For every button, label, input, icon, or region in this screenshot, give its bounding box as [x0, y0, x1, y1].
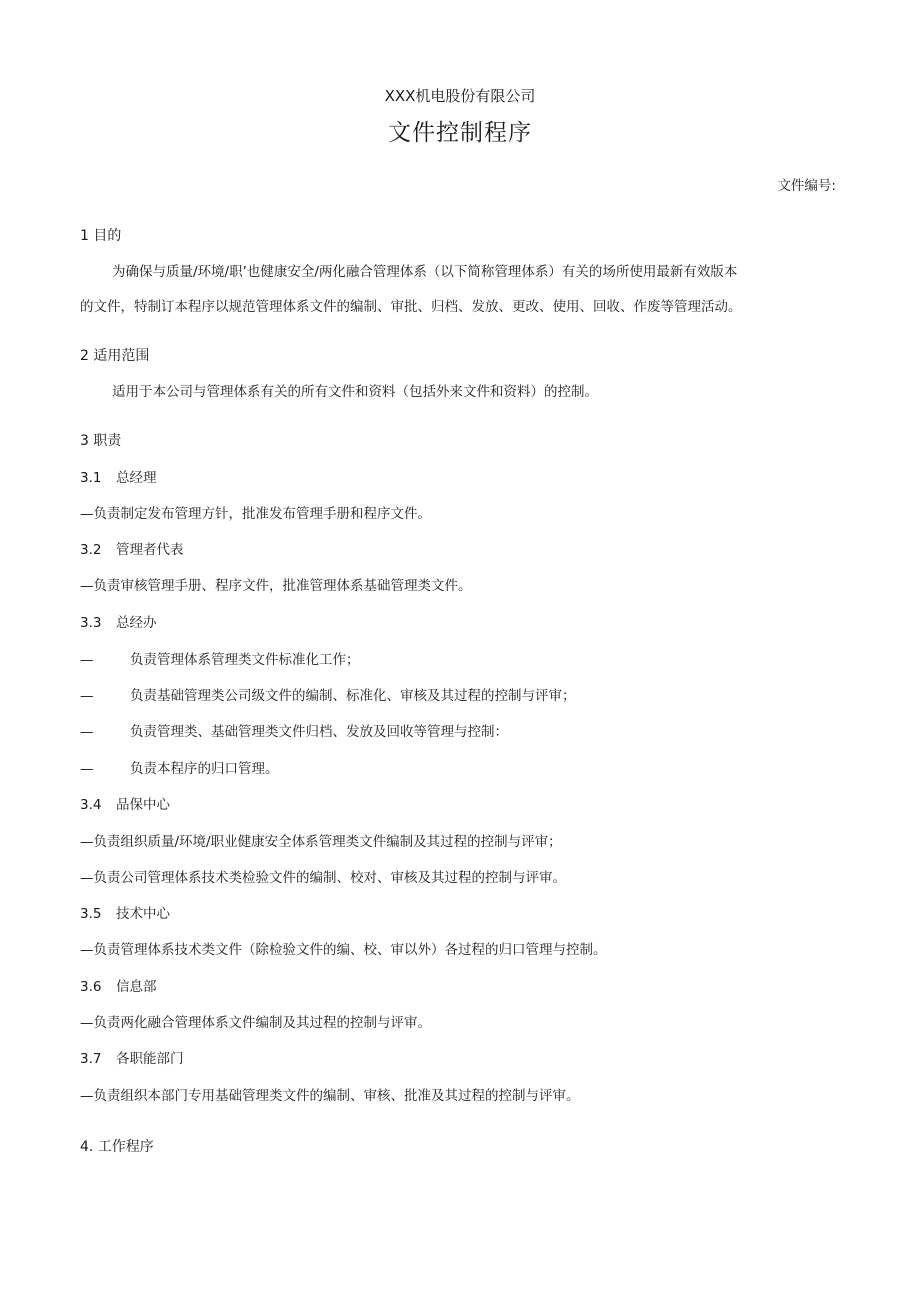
subsection-3-6-item: —负责两化融合管理体系文件编制及其过程的控制与评审。: [80, 1015, 431, 1031]
subsection-3-3-heading: [80, 613, 157, 633]
subsection-3-4-item-2: —负责公司管理体系技术类检验文件的编制、校对、审核及其过程的控制与评审。: [80, 870, 566, 886]
subsection-title: 信息部: [116, 979, 157, 995]
subsection-number: 3.7: [80, 1051, 102, 1067]
subsection-3-1-heading: [80, 468, 157, 488]
subsection-3-2-heading: [80, 540, 184, 560]
subsection-3-2-item: —负责审核管理手册、程序文件，批准管理体系基础管理类文件。: [80, 578, 472, 594]
dash-marker: —: [80, 761, 94, 777]
subsection-3-3-item-4: [80, 759, 279, 779]
section-4-heading: 4. 工作程序: [80, 1139, 154, 1155]
item-text: 负责管理类、基础管理类文件归档、发放及回收等管理与控制：: [130, 724, 508, 740]
document-title: 文件控制程序: [388, 120, 532, 146]
dash-marker: —: [80, 652, 94, 668]
section-3-heading: 3 职责: [80, 433, 122, 449]
subsection-3-3-item-1: [80, 650, 360, 670]
subsection-3-7-heading: [80, 1049, 184, 1069]
section-2-heading: 2 适用范围: [80, 348, 150, 364]
subsection-3-4-item-1: —负责组织质量/环境/职业健康安全体系管理类文件编制及其过程的控制与评审；: [80, 834, 562, 850]
company-name: XXX机电股份有限公司: [384, 87, 536, 105]
subsection-number: 3.1: [80, 470, 102, 486]
subsection-number: 3.6: [80, 979, 102, 995]
subsection-title: 总经理: [116, 470, 157, 486]
subsection-3-6-heading: [80, 977, 157, 997]
document-number-label: 文件编号:: [777, 178, 836, 194]
section-1-heading: 1 目的: [80, 228, 122, 244]
subsection-3-5-heading: [80, 904, 170, 924]
dash-marker: —: [80, 688, 94, 704]
subsection-number: 3.5: [80, 906, 102, 922]
item-text: 负责基础管理类公司级文件的编制、标准化、审核及其过程的控制与评审；: [130, 688, 576, 704]
subsection-3-3-item-2: [80, 686, 576, 706]
item-text: 负责本程序的归口管理。: [130, 761, 279, 777]
subsection-3-5-item: —负责管理体系技术类文件（除检验文件的编、校、审以外）各过程的归口管理与控制。: [80, 942, 607, 958]
subsection-3-7-item: —负责组织本部门专用基础管理类文件的编制、审核、批准及其过程的控制与评审。: [80, 1088, 580, 1104]
subsection-number: 3.3: [80, 615, 102, 631]
subsection-title: 各职能部门: [116, 1051, 184, 1067]
subsection-number: 3.4: [80, 797, 102, 813]
section-1-paragraph-line-1: 为确保与质量/环境/职’也健康安全/两化融合管理体系（以下简称管理体系）有关的场所使用最新有效版本: [112, 264, 738, 280]
subsection-3-3-item-3: [80, 722, 508, 742]
subsection-number: 3.2: [80, 542, 102, 558]
subsection-title: 管理者代表: [116, 542, 184, 558]
subsection-title: 品保中心: [116, 797, 170, 813]
section-2-paragraph: 适用于本公司与管理体系有关的所有文件和资料（包括外来文件和资料）的控制。: [112, 384, 598, 400]
subsection-title: 总经办: [116, 615, 157, 631]
subsection-3-1-item: —负责制定发布管理方针，批准发布管理手册和程序文件。: [80, 506, 431, 522]
subsection-title: 技术中心: [116, 906, 170, 922]
dash-marker: —: [80, 724, 94, 740]
subsection-3-4-heading: [80, 795, 170, 815]
item-text: 负责管理体系管理类文件标准化工作；: [130, 652, 360, 668]
section-1-paragraph-line-2: 的文件，特制订本程序以规范管理体系文件的编制、审批、归档、发放、更改、使用、回收、作废等管理活动。: [80, 299, 742, 315]
